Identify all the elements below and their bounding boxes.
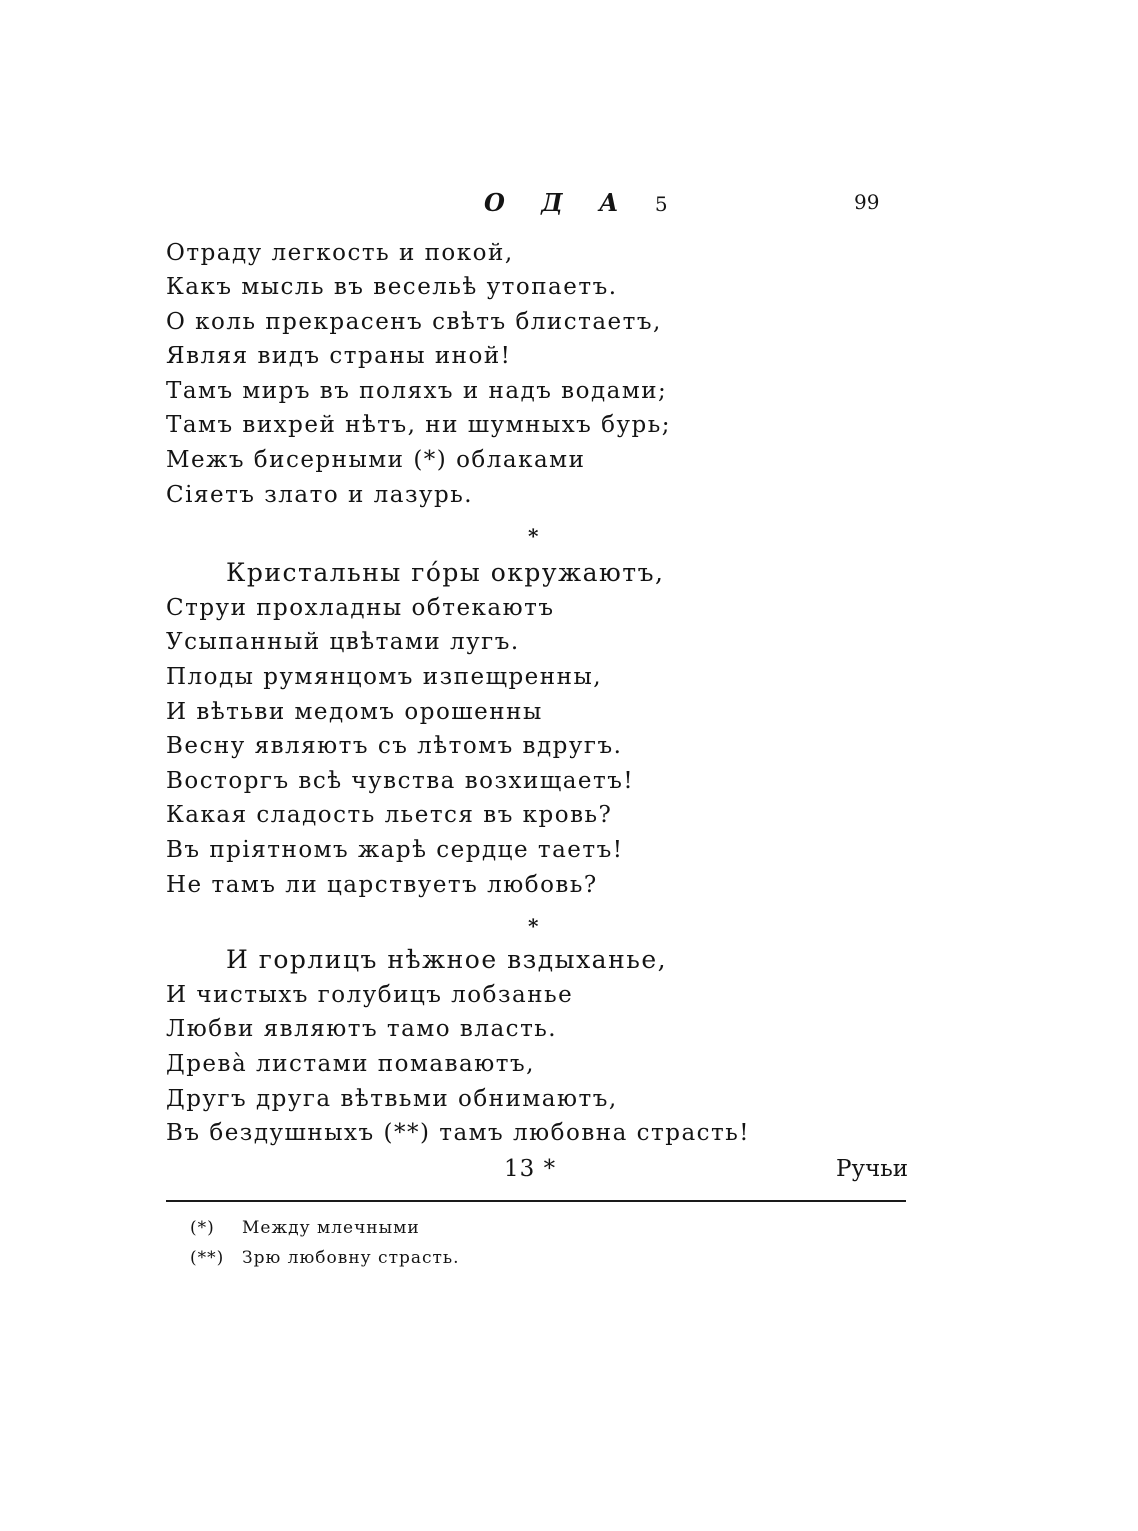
- verse-line: Являя видъ страны иной!: [166, 343, 512, 369]
- verse-line: Усыпанный цвѣтами лугъ.: [166, 629, 520, 655]
- section-number: 5: [654, 192, 668, 216]
- footnote-divider: [166, 1200, 906, 1202]
- verse-line: Древа̀ листами помаваютъ,: [166, 1051, 535, 1077]
- footnote-mark: (**): [190, 1248, 225, 1268]
- ode-title: О Д А: [484, 188, 633, 217]
- verse-line: Въ пріятномъ жарѣ сердце таетъ!: [166, 837, 624, 863]
- verse-line: Тамъ вихрей нѣтъ, ни шумныхъ бурь;: [166, 412, 671, 438]
- signature-mark: 13 *: [504, 1156, 557, 1182]
- verse-line: Въ бездушныхъ (**) тамъ любовна страсть!: [166, 1120, 751, 1146]
- footnote: [190, 1218, 420, 1238]
- verse-line: И горлицъ нѣжное вздыханье,: [226, 945, 668, 974]
- verse-line: Любви являютъ тамо власть.: [166, 1016, 558, 1042]
- running-head: [0, 188, 1138, 224]
- verse-line: И чистыхъ голубицъ лобзанье: [166, 982, 574, 1008]
- verse-line: Струи прохладны обтекаютъ: [166, 595, 555, 621]
- verse-line: И вѣтьви медомъ орошенны: [166, 699, 543, 725]
- catchword: Ручьи: [836, 1156, 909, 1182]
- verse-line: Другъ друга вѣтвьми обнимаютъ,: [166, 1086, 618, 1112]
- verse-line: Весну являютъ съ лѣтомъ вдругъ.: [166, 733, 623, 759]
- verse-line: Какъ мысль въ весельѣ утопаетъ.: [166, 274, 618, 300]
- verse-line: Отраду легкость и покой,: [166, 240, 514, 266]
- verse-line: Восторгъ всѣ чувства возхищаетъ!: [166, 768, 635, 794]
- stanza-separator: *: [528, 914, 539, 938]
- stanza-separator: *: [528, 524, 539, 548]
- running-title: [484, 188, 668, 217]
- verse-line: Какая сладость льется въ кровь?: [166, 802, 613, 828]
- verse-line: О коль прекрасенъ свѣтъ блистаетъ,: [166, 309, 662, 335]
- verse-line: Тамъ миръ въ поляхъ и надъ водами;: [166, 378, 668, 404]
- verse-line: Сіяетъ злато и лазурь.: [166, 482, 474, 508]
- footnote-mark: (*): [190, 1218, 215, 1238]
- page-number: 99: [854, 190, 880, 214]
- verse-line: Межъ бисерными (*) облаками: [166, 447, 586, 473]
- verse-line: Кристальны го́ры окружаютъ,: [226, 558, 665, 587]
- verse-line: Плоды румянцомъ изпещренны,: [166, 664, 603, 690]
- footnote-text: Зрю любовну страсть.: [242, 1248, 460, 1268]
- footnote: [190, 1248, 460, 1268]
- footnote-text: Между млечными: [242, 1218, 420, 1238]
- verse-line: Не тамъ ли царствуетъ любовь?: [166, 872, 598, 898]
